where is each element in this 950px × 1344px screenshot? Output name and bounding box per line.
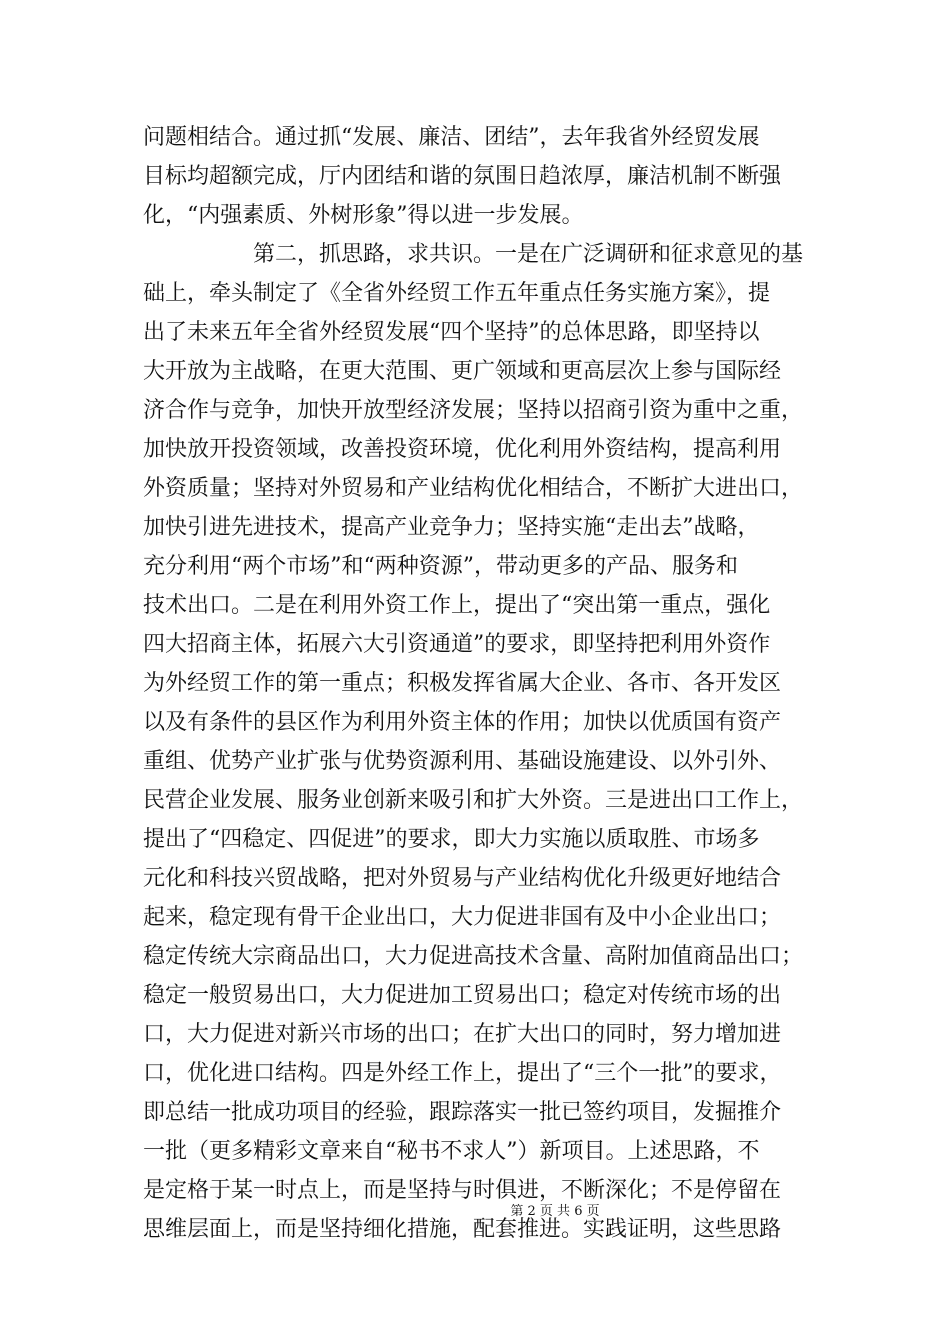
text-line: 充分利用“两个市场”和“两种资源”，带动更多的产品、服务和 bbox=[143, 554, 738, 579]
text-line: 技术出口。二是在利用外资工作上，提出了“突出第一重点，强化 bbox=[143, 593, 771, 618]
text-line: 重组、优势产业扩张与优势资源利用、基础设施建设、以外引外、 bbox=[143, 749, 782, 774]
text-line: 民营企业发展、服务业创新来吸引和扩大外资。三是进出口工作上， bbox=[143, 788, 804, 813]
text-line: 思维层面上，而是坚持细化措施，配套推进。实践证明，这些思路 bbox=[143, 1217, 782, 1242]
text-line: 出了未来五年全省外经贸发展“四个坚持”的总体思路，即坚持以 bbox=[143, 320, 760, 345]
text-line: 础上，牵头制定了《全省外经贸工作五年重点任务实施方案》，提 bbox=[143, 281, 771, 306]
page-number: 第 2 页 共 6 页 bbox=[510, 1204, 600, 1219]
page-footer bbox=[0, 1203, 950, 1221]
text-line: 加快放开投资领域，改善投资环境，优化利用外资结构，提高利用 bbox=[143, 437, 782, 462]
text-line: 为外经贸工作的第一重点；积极发挥省属大企业、各市、各开发区 bbox=[143, 671, 782, 696]
text-line: 第二，抓思路，求共识。一是在广泛调研和征求意见的基 bbox=[143, 242, 804, 267]
text-line: 大开放为主战略，在更大范围、更广领域和更高层次上参与国际经 bbox=[143, 359, 782, 384]
text-line: 问题相结合。通过抓“发展、廉洁、团结”，去年我省外经贸发展 bbox=[143, 125, 760, 150]
text-line: 口，优化进口结构。四是外经工作上，提出了“三个一批”的要求， bbox=[143, 1061, 782, 1086]
text-line: 济合作与竞争，加快开放型经济发展；坚持以招商引资为重中之重， bbox=[143, 398, 804, 423]
text-line: 一批（更多精彩文章来自“秘书不求人”）新项目。上述思路，不 bbox=[143, 1139, 760, 1164]
text-line: 外资质量；坚持对外贸易和产业结构优化相结合，不断扩大进出口， bbox=[143, 476, 804, 501]
text-line: 四大招商主体，拓展六大引资通道”的要求，即坚持把利用外资作 bbox=[143, 632, 771, 657]
text-line: 口，大力促进对新兴市场的出口；在扩大出口的同时，努力增加进 bbox=[143, 1022, 782, 1047]
text-line: 起来，稳定现有骨干企业出口，大力促进非国有及中小企业出口； bbox=[143, 905, 782, 930]
text-line: 元化和科技兴贸战略，把对外贸易与产业结构优化升级更好地结合 bbox=[143, 866, 782, 891]
text-line: 加快引进先进技术，提高产业竞争力；坚持实施“走出去”战略， bbox=[143, 515, 760, 540]
text-line: 化，“内强素质、外树形象”得以进一步发展。 bbox=[143, 203, 584, 228]
text-line: 提出了“四稳定、四促进”的要求，即大力实施以质取胜、市场多 bbox=[143, 827, 760, 852]
text-line: 即总结一批成功项目的经验，跟踪落实一批已签约项目，发掘推介 bbox=[143, 1100, 782, 1125]
document-body bbox=[143, 118, 823, 1249]
text-line: 稳定一般贸易出口，大力促进加工贸易出口；稳定对传统市场的出 bbox=[143, 983, 782, 1008]
text-line: 是定格于某一时点上，而是坚持与时俱进，不断深化；不是停留在 bbox=[143, 1178, 782, 1203]
text-line: 稳定传统大宗商品出口，大力促进高技术含量、高附加值商品出口； bbox=[143, 944, 804, 969]
text-line: 目标均超额完成，厅内团结和谐的氛围日趋浓厚，廉洁机制不断强 bbox=[143, 164, 782, 189]
text-line: 以及有条件的县区作为利用外资主体的作用；加快以优质国有资产 bbox=[143, 710, 782, 735]
